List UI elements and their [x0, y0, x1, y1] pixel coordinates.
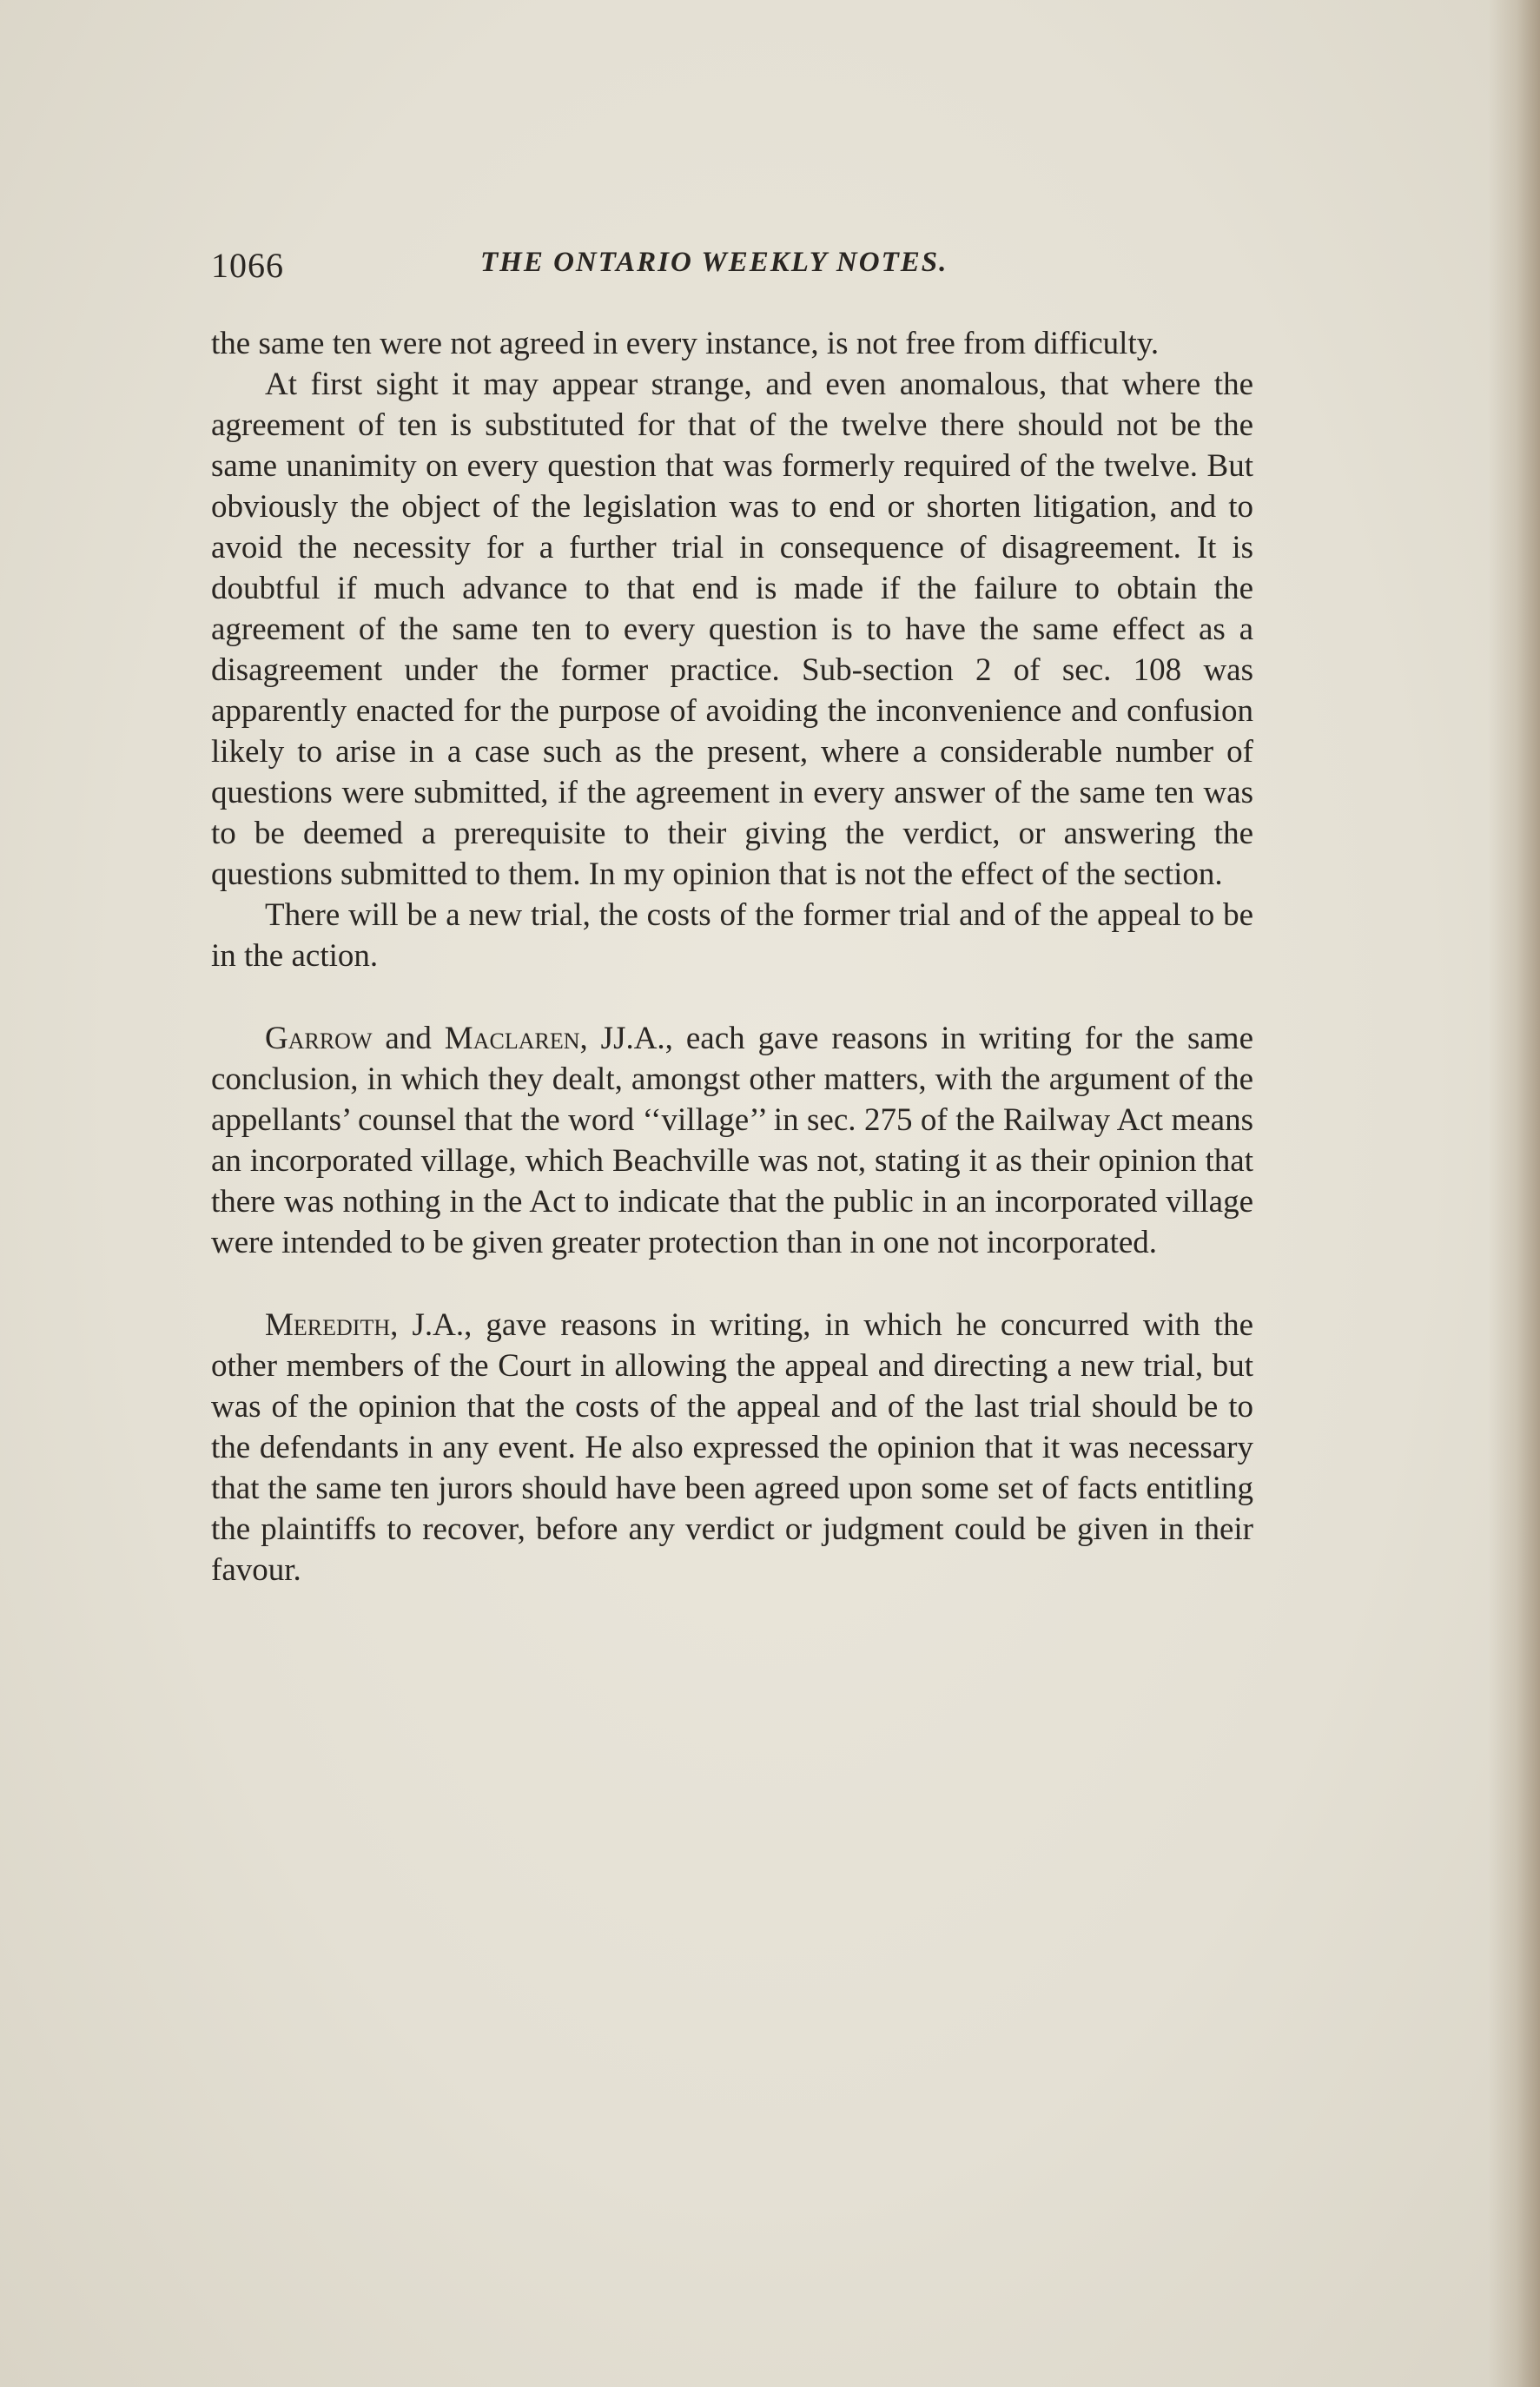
paragraph-garrow-maclaren: [211, 1018, 1253, 1263]
paragraph-first-sight: At first sight it may appear strange, and even anomalous, that where the agreement of ten is substituted for that of the twelve there should not be the same unanimity on every question that was formerly required of the twelve. But obviously the object of the legislation was to end or shorten litigation, and to avoid the necessity for a further trial in consequence of disagreement. It is doubtful if much advance to that end is made if the failure to obtain the agreement of the same ten to every question is to have the same effect as a disagreement under the former practice. Sub-section 2 of sec. 108 was apparently enacted for the purpose of avoiding the inconvenience and confusion likely to arise in a case such as the present, where a considerable number of questions were submitted, if the agreement in every answer of the same ten was to be deemed a prerequisite to their giving the verdict, or answering the questions submitted to them. In my opinion that is not the effect of the section.: [211, 367, 1253, 892]
running-head: THE ONTARIO WEEKLY NOTES.: [480, 247, 948, 278]
body-text: [211, 323, 1253, 1590]
paragraph-meredith: [211, 1305, 1253, 1590]
page-header: [211, 245, 1253, 294]
judge-name-maclaren: Maclaren: [444, 1021, 580, 1056]
conjunction: and: [372, 1021, 445, 1056]
judge-name-meredith: Meredith: [265, 1307, 391, 1343]
paragraph-meredith-text: , J.A., gave reasons in writing, in which he concurred with the other members of the Court in allowing the appeal and directing a new trial, but was of the opinion that the costs of the appeal and of the last trial should be to the defendants in any event. He also expressed the opinion that it was necessary that the same ten jurors should have been agreed upon some set of facts entitling the plaintiffs to recover, before any verdict or judgment could be given in their favour.: [211, 1307, 1253, 1588]
judge-name-garrow: Garrow: [265, 1021, 373, 1056]
paragraph-continuation: the same ten were not agreed in every instance, is not free from difficulty.: [211, 326, 1160, 361]
page-edge-shadow: [1488, 0, 1540, 2387]
paragraph-new-trial: There will be a new trial, the costs of the former trial and of the appeal to be in the action.: [211, 897, 1253, 974]
page-number: 1066: [211, 246, 284, 285]
paragraph-garrow-text: , JJ.A., each gave reasons in writing for the same conclusion, in which they dealt, amongst other matters, with the argument of the appellants’ counsel that the word ‘‘village’’ in sec. 275 of the Railway Act means an incorporated village, which Beachville was not, stating it as their opinion that there was nothing in the Act to indicate that the public in an incorporated village were intended to be given greater protection than in one not incorporated.: [211, 1021, 1253, 1260]
